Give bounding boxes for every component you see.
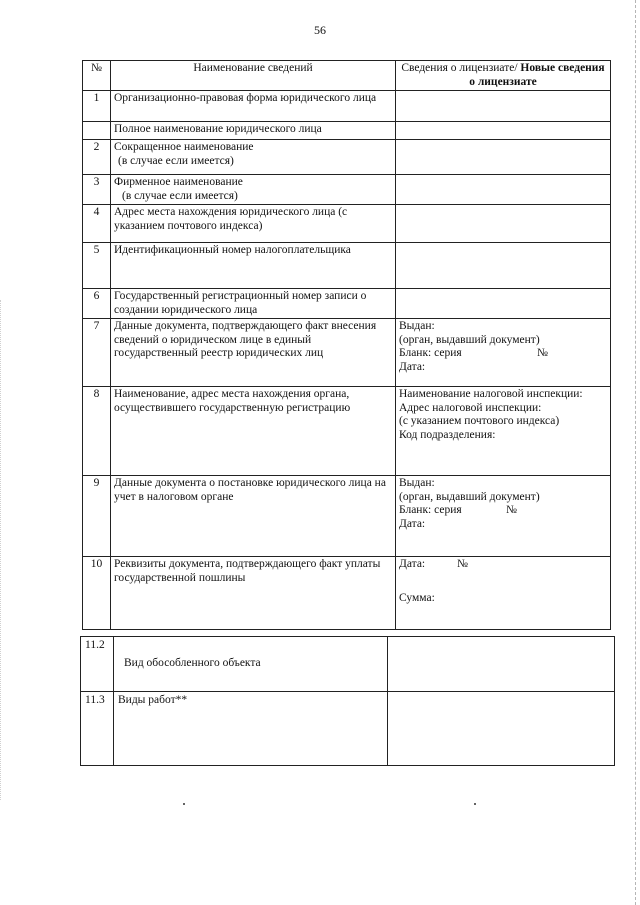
info-number-label: № bbox=[537, 347, 548, 359]
row-value-cell[interactable] bbox=[396, 205, 611, 243]
row-number: 11.2 bbox=[81, 637, 114, 692]
row-name-line2: (в случае если имеется) bbox=[122, 189, 238, 202]
header-info-bold: Новые сведения о лицензиате bbox=[469, 62, 605, 88]
table-row bbox=[83, 140, 611, 175]
row-value-cell[interactable] bbox=[396, 122, 611, 140]
info-number-label: № bbox=[457, 558, 468, 570]
info-issuer: (орган, выдавший документ) bbox=[399, 490, 540, 503]
row-value-cell[interactable] bbox=[388, 692, 615, 766]
header-num: № bbox=[83, 61, 111, 91]
row-name: Государственный регистрационный номер записи о создании юридического лица bbox=[111, 289, 396, 319]
table-row bbox=[81, 637, 615, 692]
row-value-cell[interactable] bbox=[396, 140, 611, 175]
row-name: Организационно-правовая форма юридического лица bbox=[111, 91, 396, 122]
row-number: 1 bbox=[83, 91, 111, 122]
scan-dot bbox=[183, 803, 185, 805]
info-division-code: Код подразделения: bbox=[399, 428, 496, 441]
row-value-cell[interactable] bbox=[396, 476, 611, 557]
row-name-line2: (в случае если имеется) bbox=[118, 154, 234, 167]
info-number-label: № bbox=[506, 504, 517, 516]
row-name-text: Вид обособленного объекта bbox=[124, 657, 261, 670]
row-value-cell[interactable] bbox=[396, 387, 611, 476]
row-number: 10 bbox=[83, 557, 111, 630]
info-form-series bbox=[399, 347, 607, 361]
row-number: 2 bbox=[83, 140, 111, 175]
license-info-table bbox=[82, 60, 611, 630]
table-row bbox=[81, 692, 615, 766]
page-number: 56 bbox=[314, 23, 326, 37]
info-tax-office-address: Адрес налоговой инспекции: bbox=[399, 401, 542, 414]
page-edge-right bbox=[634, 0, 636, 905]
header-name: Наименование сведений bbox=[111, 61, 396, 91]
row-name bbox=[114, 637, 388, 692]
row-name-line1: Фирменное наименование bbox=[114, 176, 243, 188]
row-number: 4 bbox=[83, 205, 111, 243]
page-edge-left bbox=[0, 300, 2, 800]
row-name: Данные документа о постановке юридического лица на учет в налоговом органе bbox=[111, 476, 396, 557]
info-date: Дата: bbox=[399, 517, 426, 530]
info-issued: Выдан: bbox=[399, 477, 435, 489]
info-issued: Выдан: bbox=[399, 320, 435, 332]
row-number: 7 bbox=[83, 319, 111, 387]
row-value-cell[interactable] bbox=[396, 319, 611, 387]
info-postal-note: (с указанием почтового индекса) bbox=[399, 415, 560, 427]
info-series-label: Бланк: серия bbox=[399, 347, 462, 359]
row-name bbox=[111, 175, 396, 205]
info-gap bbox=[399, 572, 607, 592]
table-row bbox=[83, 476, 611, 557]
row-name: Идентификационный номер налогоплательщика bbox=[111, 243, 396, 289]
row-name: Адрес места нахождения юридического лица (с указанием почтового индекса) bbox=[111, 205, 396, 243]
row-value-cell[interactable] bbox=[396, 557, 611, 630]
table-row bbox=[83, 91, 611, 122]
row-number: 6 bbox=[83, 289, 111, 319]
info-form-series bbox=[399, 504, 607, 518]
row-number: 8 bbox=[83, 387, 111, 476]
row-value-cell[interactable] bbox=[396, 289, 611, 319]
row-name: Полное наименование юридического лица bbox=[111, 122, 396, 140]
row-value-cell[interactable] bbox=[388, 637, 615, 692]
info-date: Дата: bbox=[399, 360, 426, 373]
row-value-cell[interactable] bbox=[396, 243, 611, 289]
row-value-cell[interactable] bbox=[396, 91, 611, 122]
table-row bbox=[83, 175, 611, 205]
info-sum: Сумма: bbox=[399, 591, 435, 604]
row-name: Наименование, адрес места нахождения органа, осуществившего государственную регистрацию bbox=[111, 387, 396, 476]
table-row bbox=[83, 205, 611, 243]
row-number: 9 bbox=[83, 476, 111, 557]
table-row bbox=[83, 557, 611, 630]
table-row bbox=[83, 243, 611, 289]
info-issuer: (орган, выдавший документ) bbox=[399, 333, 540, 346]
object-table bbox=[80, 636, 615, 766]
row-name: Данные документа, подтверждающего факт внесения сведений о юридическом лице в единый государственный реестр юридических лиц bbox=[111, 319, 396, 387]
info-tax-office-name: Наименование налоговой инспекции: bbox=[399, 388, 583, 400]
row-number: 5 bbox=[83, 243, 111, 289]
table-row bbox=[83, 387, 611, 476]
row-name: Виды работ** bbox=[114, 692, 388, 766]
info-date: Дата: bbox=[399, 558, 426, 570]
header-info bbox=[396, 61, 611, 91]
row-name-line1: Сокращенное наименование bbox=[114, 141, 254, 153]
table-row bbox=[83, 289, 611, 319]
table-row bbox=[83, 319, 611, 387]
row-number: 3 bbox=[83, 175, 111, 205]
row-value-cell[interactable] bbox=[396, 175, 611, 205]
row-name bbox=[111, 140, 396, 175]
row-number bbox=[83, 122, 111, 140]
row-number: 11.3 bbox=[81, 692, 114, 766]
row-name: Реквизиты документа, подтверждающего факт уплаты государственной пошлины bbox=[111, 557, 396, 630]
info-date-row bbox=[399, 558, 607, 572]
scan-dot bbox=[474, 803, 476, 805]
header-info-regular: Сведения о лицензиате/ bbox=[401, 62, 518, 74]
table-header-row bbox=[83, 61, 611, 91]
table-row bbox=[83, 122, 611, 140]
info-series-label: Бланк: серия bbox=[399, 504, 462, 516]
